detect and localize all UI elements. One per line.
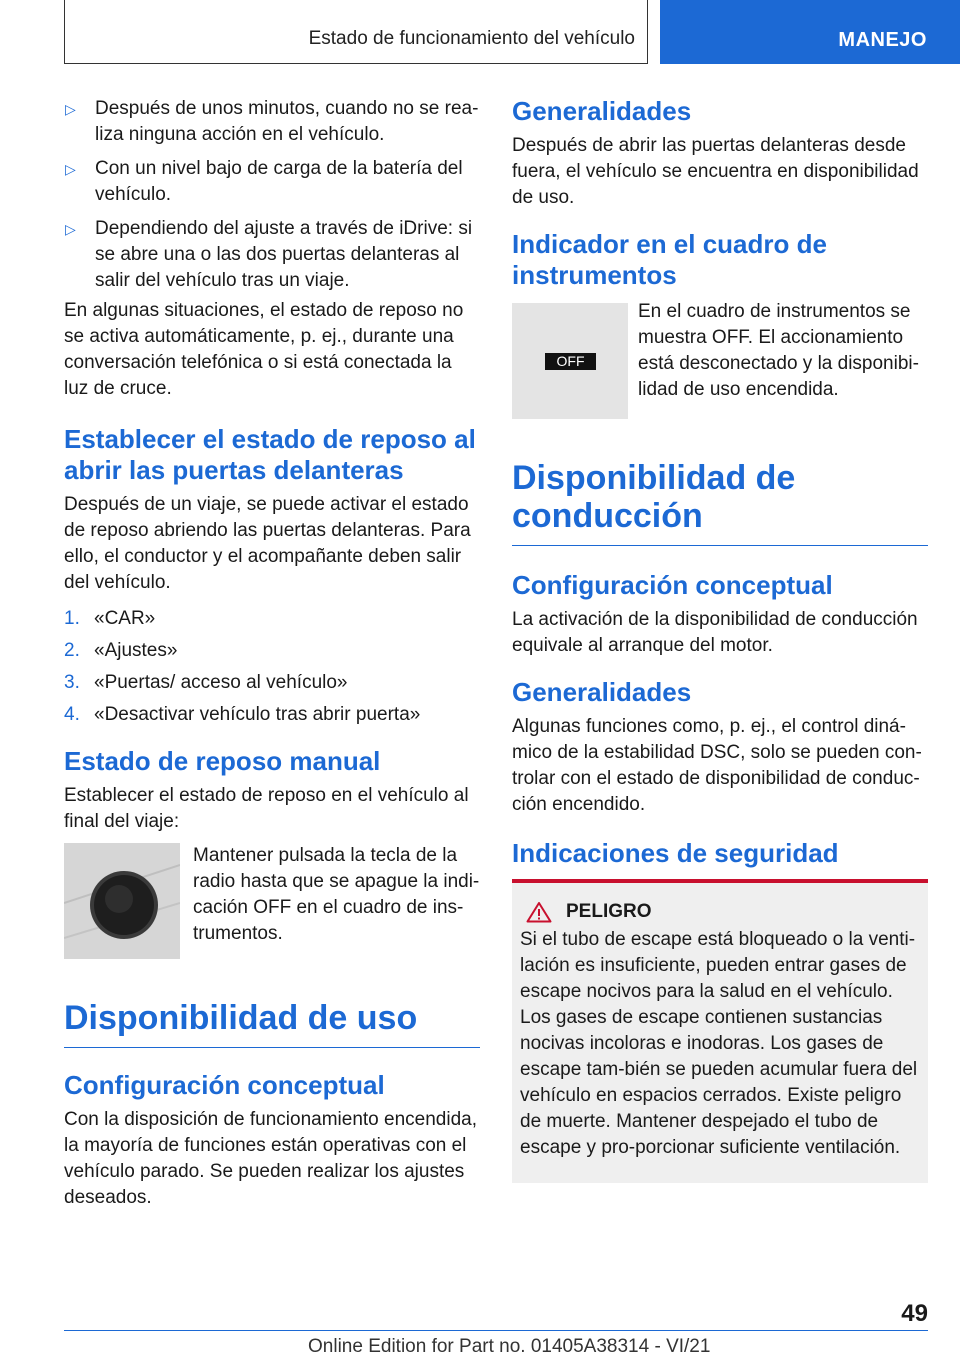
step-item bbox=[64, 606, 480, 632]
step-number: 2. bbox=[64, 640, 80, 661]
heading-establecer: Establecer el estado de reposo al abrir las puertas delanteras bbox=[64, 424, 476, 485]
list-item-text: Dependiendo del ajuste a través de iDrive: si se abre una o las dos puertas delanteras al salir del vehículo tras un viaje. bbox=[95, 218, 473, 291]
triangle-bullet-icon: ▷ bbox=[65, 161, 76, 177]
heading-generalidades: Generalidades bbox=[512, 677, 692, 707]
step-text: «Desactivar vehículo tras abrir puerta» bbox=[94, 704, 421, 725]
header-frame bbox=[64, 0, 648, 64]
section-tab-label: MANEJO bbox=[838, 29, 927, 51]
list-item bbox=[64, 216, 480, 294]
paragraph: Algunas funciones como, p. ej., el control diná-mico de la estabilidad DSC, solo se pueden con-trolar con el estado de disponibilidad de conduc-ción encendido. bbox=[512, 716, 922, 815]
knob-figure-row bbox=[64, 843, 480, 959]
radio-knob-image bbox=[64, 843, 180, 959]
heading-manual: Estado de reposo manual bbox=[64, 746, 381, 776]
off-indicator: OFF bbox=[545, 353, 596, 370]
danger-text: Si el tubo de escape está bloqueado o la venti-lación es insuficiente, pueden entrar gases de escape nocivos para la salud en el vehículo. Los gases de escape contienen sustancias nocivas incoloras e inodoras. Los gases de escape tam-bién se pueden acumular fuera del vehículo en espacios cerrados. Existe peligro de muerte. Mantener despejado el tubo de escape y pro-porcionar suficiente ventilación. bbox=[520, 929, 918, 1158]
left-column bbox=[64, 96, 480, 1211]
warning-triangle-icon bbox=[526, 901, 552, 923]
page-number: 49 bbox=[901, 1300, 928, 1327]
triangle-bullet-icon: ▷ bbox=[65, 101, 76, 117]
triangle-bullet-icon: ▷ bbox=[65, 221, 76, 237]
paragraph: La activación de la disponibilidad de conducción equivale al arranque del motor. bbox=[512, 609, 918, 656]
heading-disponibilidad-uso: Disponibilidad de uso bbox=[64, 999, 480, 1048]
list-item bbox=[64, 156, 480, 208]
instrument-cluster-image bbox=[512, 303, 628, 419]
heading-indicador: Indicador en el cuadro de instrumentos bbox=[512, 229, 827, 290]
right-column bbox=[512, 96, 928, 1183]
section-tab bbox=[660, 0, 960, 64]
step-text: «CAR» bbox=[94, 608, 156, 629]
paragraph: Después de un viaje, se puede activar el estado de reposo abriendo las puertas delanteras. Para ello, el conductor y el acompañante deben salir del vehículo. bbox=[64, 494, 471, 593]
heading-seguridad: Indicaciones de seguridad bbox=[512, 838, 839, 868]
paragraph: Después de abrir las puertas delanteras desde fuera, el vehículo se encuentra en disponibilidad de uso. bbox=[512, 135, 919, 208]
header-title: Estado de funcionamiento del vehículo bbox=[308, 28, 635, 49]
footer-edition: Online Edition for Part no. 01405A38314 - VI/21 bbox=[308, 1336, 711, 1357]
step-number: 4. bbox=[64, 704, 80, 725]
step-text: «Ajustes» bbox=[94, 640, 178, 661]
danger-label: PELIGRO bbox=[566, 901, 652, 922]
step-number: 3. bbox=[64, 672, 80, 693]
heading-configuracion: Configuración conceptual bbox=[64, 1070, 385, 1100]
paragraph: En algunas situaciones, el estado de reposo no se activa automáticamente, p. ej., durante una conversación telefónica o si está conectada la luz de cruce. bbox=[64, 300, 464, 399]
step-number: 1. bbox=[64, 608, 80, 629]
heading-disponibilidad-conduccion: Disponibilidad de conducción bbox=[512, 459, 928, 546]
step-text: «Puertas/ acceso al vehículo» bbox=[94, 672, 348, 693]
off-figure-row bbox=[512, 303, 928, 419]
list-item-text: Con un nivel bajo de carga de la batería del vehículo. bbox=[95, 158, 463, 205]
paragraph: Establecer el estado de reposo en el vehículo al final del viaje: bbox=[64, 785, 469, 832]
danger-header bbox=[526, 901, 920, 923]
knob-instruction: Mantener pulsada la tecla de la radio hasta que se apague la indi-cación OFF en el cuadro de ins-trumentos. bbox=[193, 845, 480, 944]
list-item bbox=[64, 96, 480, 148]
step-item bbox=[64, 702, 480, 728]
step-item bbox=[64, 670, 480, 696]
steps-list bbox=[64, 606, 480, 728]
heading-configuracion: Configuración conceptual bbox=[512, 570, 833, 600]
danger-box bbox=[512, 879, 928, 1183]
off-description: En el cuadro de instrumentos se muestra OFF. El accionamiento está desconectado y la disponibi-lidad de uso encendida. bbox=[638, 301, 919, 400]
step-item bbox=[64, 638, 480, 664]
heading-generalidades: Generalidades bbox=[512, 96, 692, 126]
footer-divider bbox=[64, 1330, 928, 1331]
list-item-text: Después de unos minutos, cuando no se rea-liza ninguna acción en el vehículo. bbox=[95, 98, 479, 145]
paragraph: Con la disposición de funcionamiento encendida, la mayoría de funciones están operativas con el vehículo parado. Se pueden realizar los ajustes deseados. bbox=[64, 1109, 477, 1208]
radio-knob-icon bbox=[64, 843, 180, 959]
